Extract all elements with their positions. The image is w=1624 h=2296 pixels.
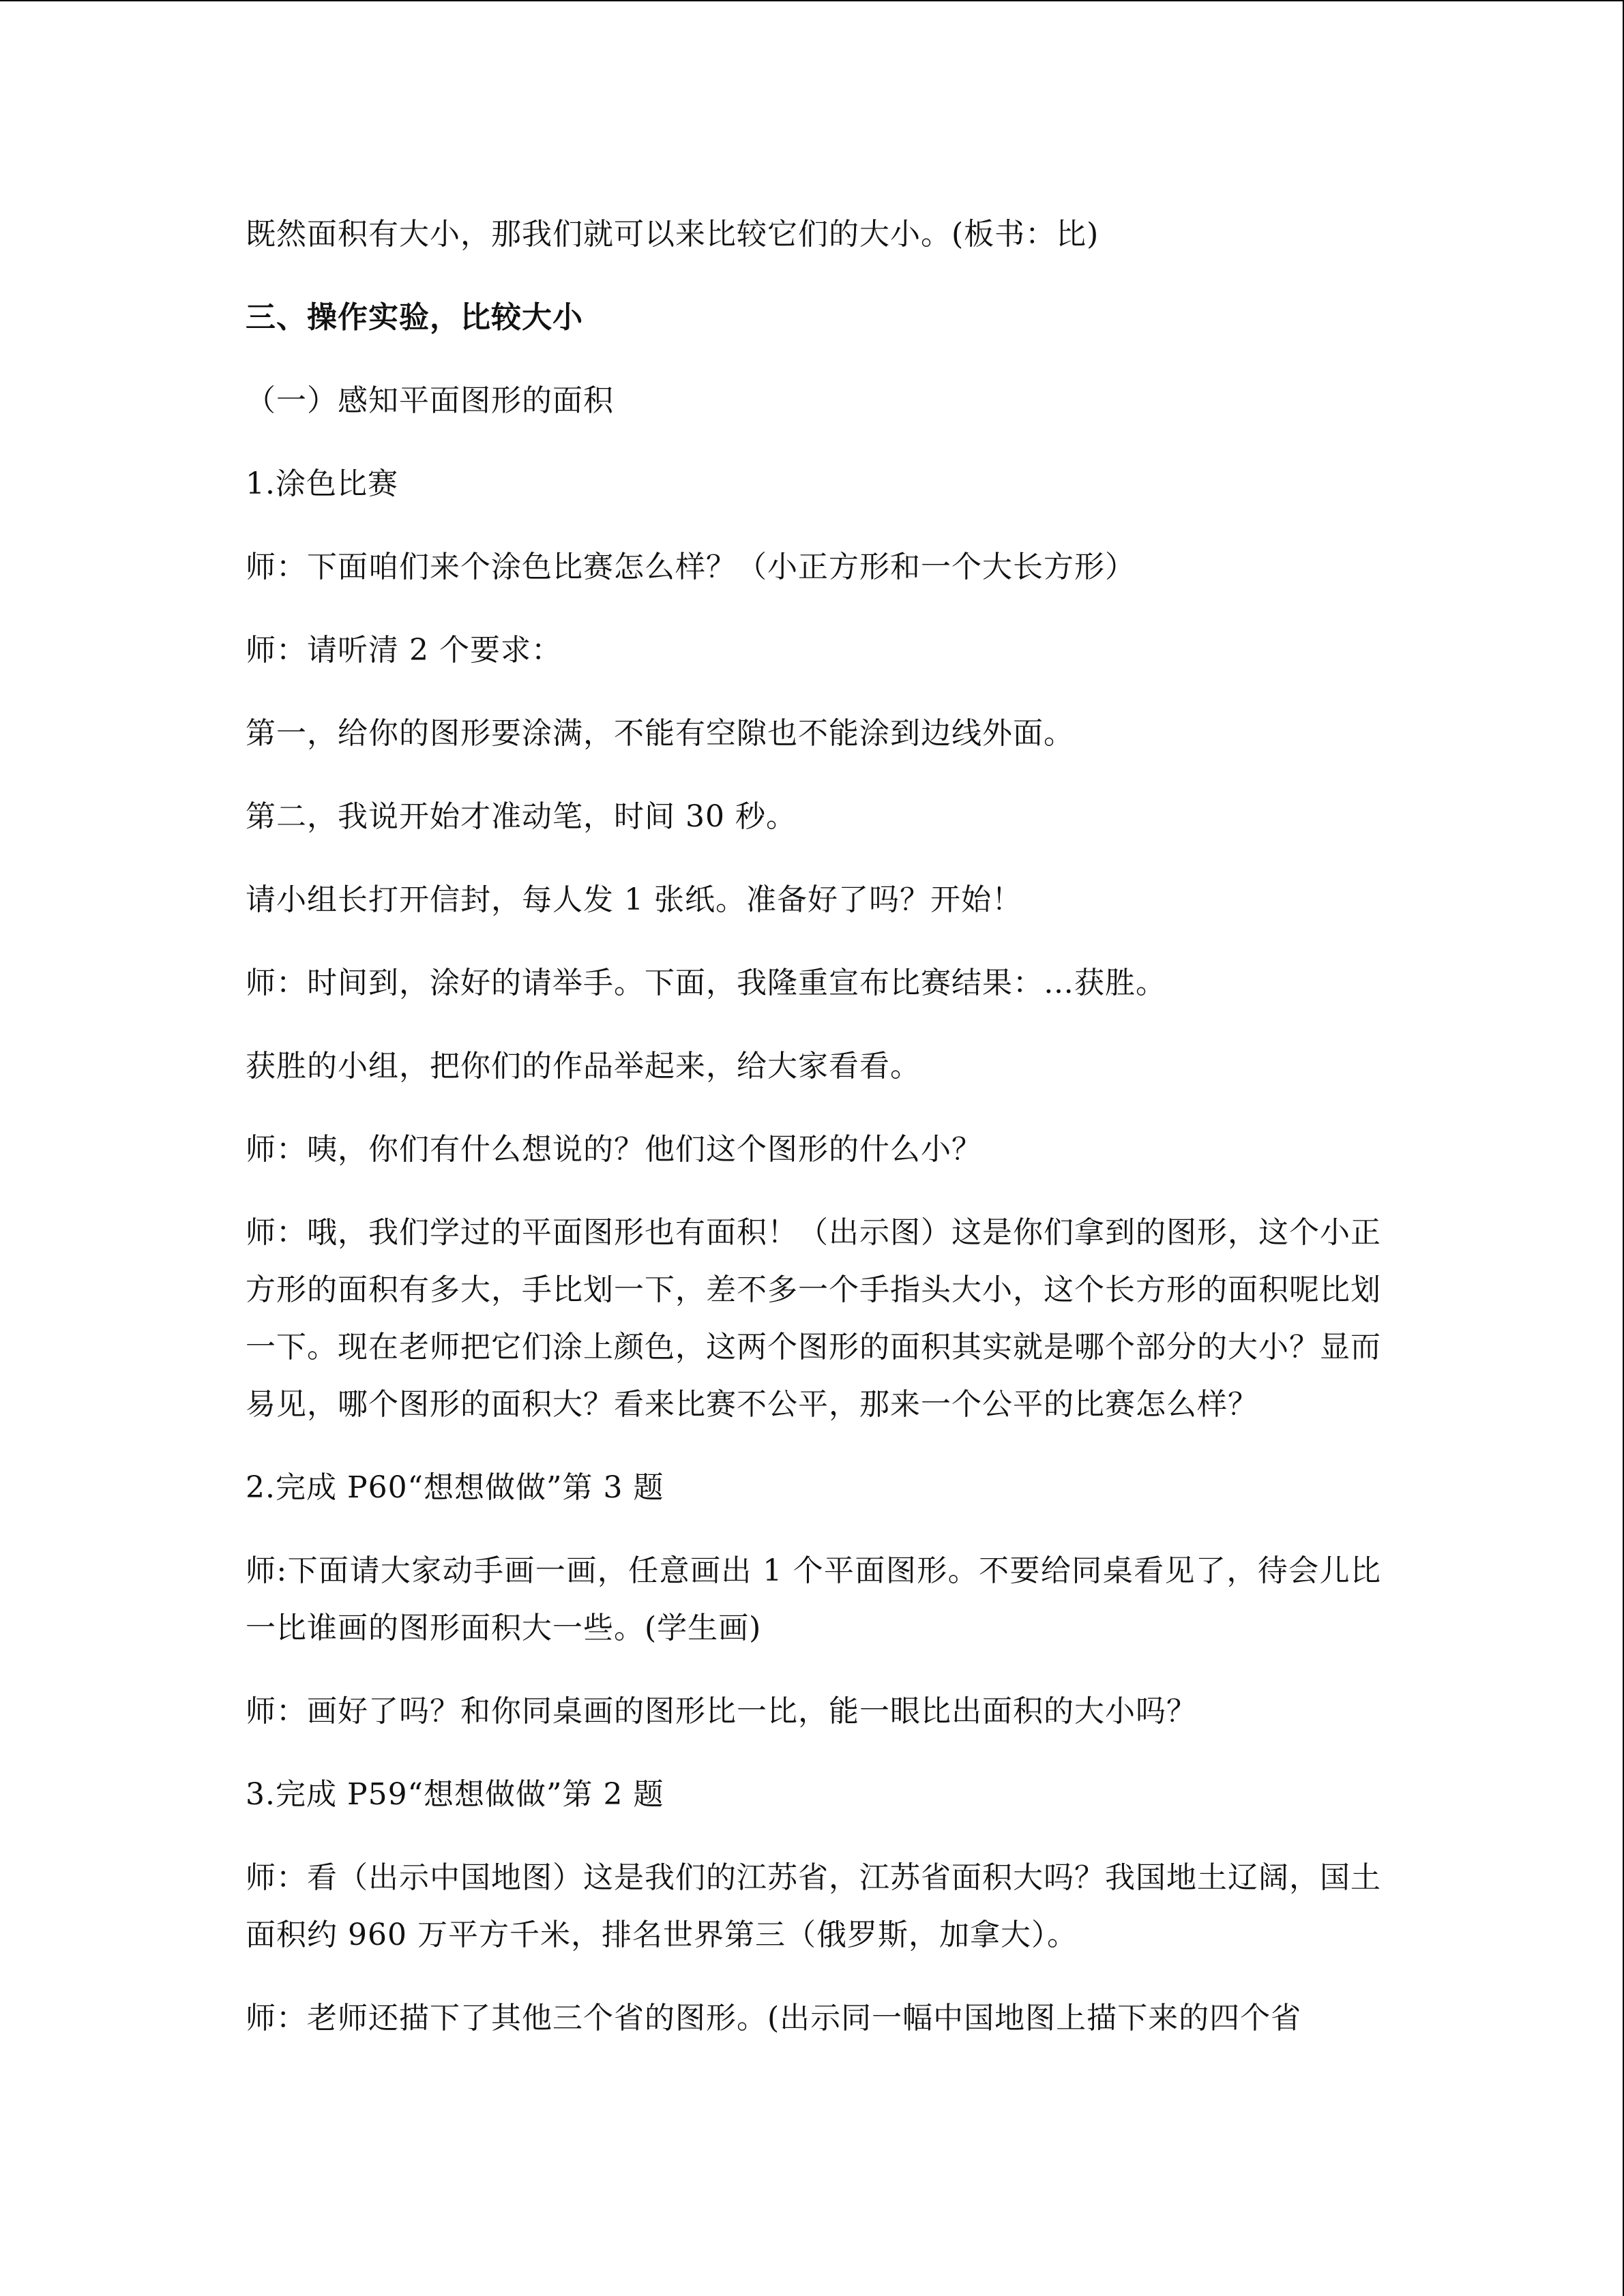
paragraph: 师：画好了吗？和你同桌画的图形比一比，能一眼比出面积的大小吗？ [246,1694,1197,1729]
paragraph: 师：下面咱们来个涂色比赛怎么样？（小正方形和一个大长方形） [246,550,1136,584]
paragraph: 师：哦，我们学过的平面图形也有面积！（出示图）这是你们拿到的图形，这个小正方形的面积有多大，手比划一下，差不多一个手指头大小，这个长方形的面积呢比划一下。现在老师把它们涂上颜色，这两个图形的面积其实就是哪个部分的大小？显而易见，哪个图形的面积大？看来比赛不公平，那来一个公平的比赛怎么样？ [246,1215,1381,1422]
paragraph: 师：请听清 2 个要求： [246,633,562,668]
paragraph: 第一，给你的图形要涂满，不能有空隙也不能涂到边线外面。 [246,716,1074,751]
section-heading: 三、操作实验，比较大小 [246,300,583,335]
document-body [246,206,1381,2073]
item-heading: 2.完成 P60“想想做做”第 3 题 [246,1470,664,1505]
item-heading: 3.完成 P59“想想做做”第 2 题 [246,1777,664,1812]
paragraph: 师：时间到，涂好的请举手。下面，我隆重宣布比赛结果：…获胜。 [246,966,1166,1000]
item-heading: 1.涂色比赛 [246,466,398,501]
paragraph: 请小组长打开信封，每人发 1 张纸。准备好了吗？开始！ [246,882,1022,917]
paragraph: 师：咦，你们有什么想说的？他们这个图形的什么小？ [246,1132,982,1167]
paragraph: 师：看（出示中国地图）这是我们的江苏省，江苏省面积大吗？我国地土辽阔，国土面积约 960 万平方千米，排名世界第三（俄罗斯，加拿大）。 [246,1860,1381,1952]
paragraph: 第二，我说开始才准动笔，时间 30 秒。 [246,799,797,834]
paragraph: 师：老师还描下了其他三个省的图形。(出示同一幅中国地图上描下来的四个省 [246,2001,1302,2036]
paragraph: 既然面积有大小，那我们就可以来比较它们的大小。(板书：比) [246,217,1099,252]
paragraph: 师:下面请大家动手画一画，任意画出 1 个平面图形。不要给同桌看见了，待会儿比一比谁画的图形面积大一些。(学生画) [246,1553,1381,1645]
subsection-heading: （一）感知平面图形的面积 [246,383,614,418]
paragraph: 获胜的小组，把你们的作品举起来，给大家看看。 [246,1049,921,1084]
